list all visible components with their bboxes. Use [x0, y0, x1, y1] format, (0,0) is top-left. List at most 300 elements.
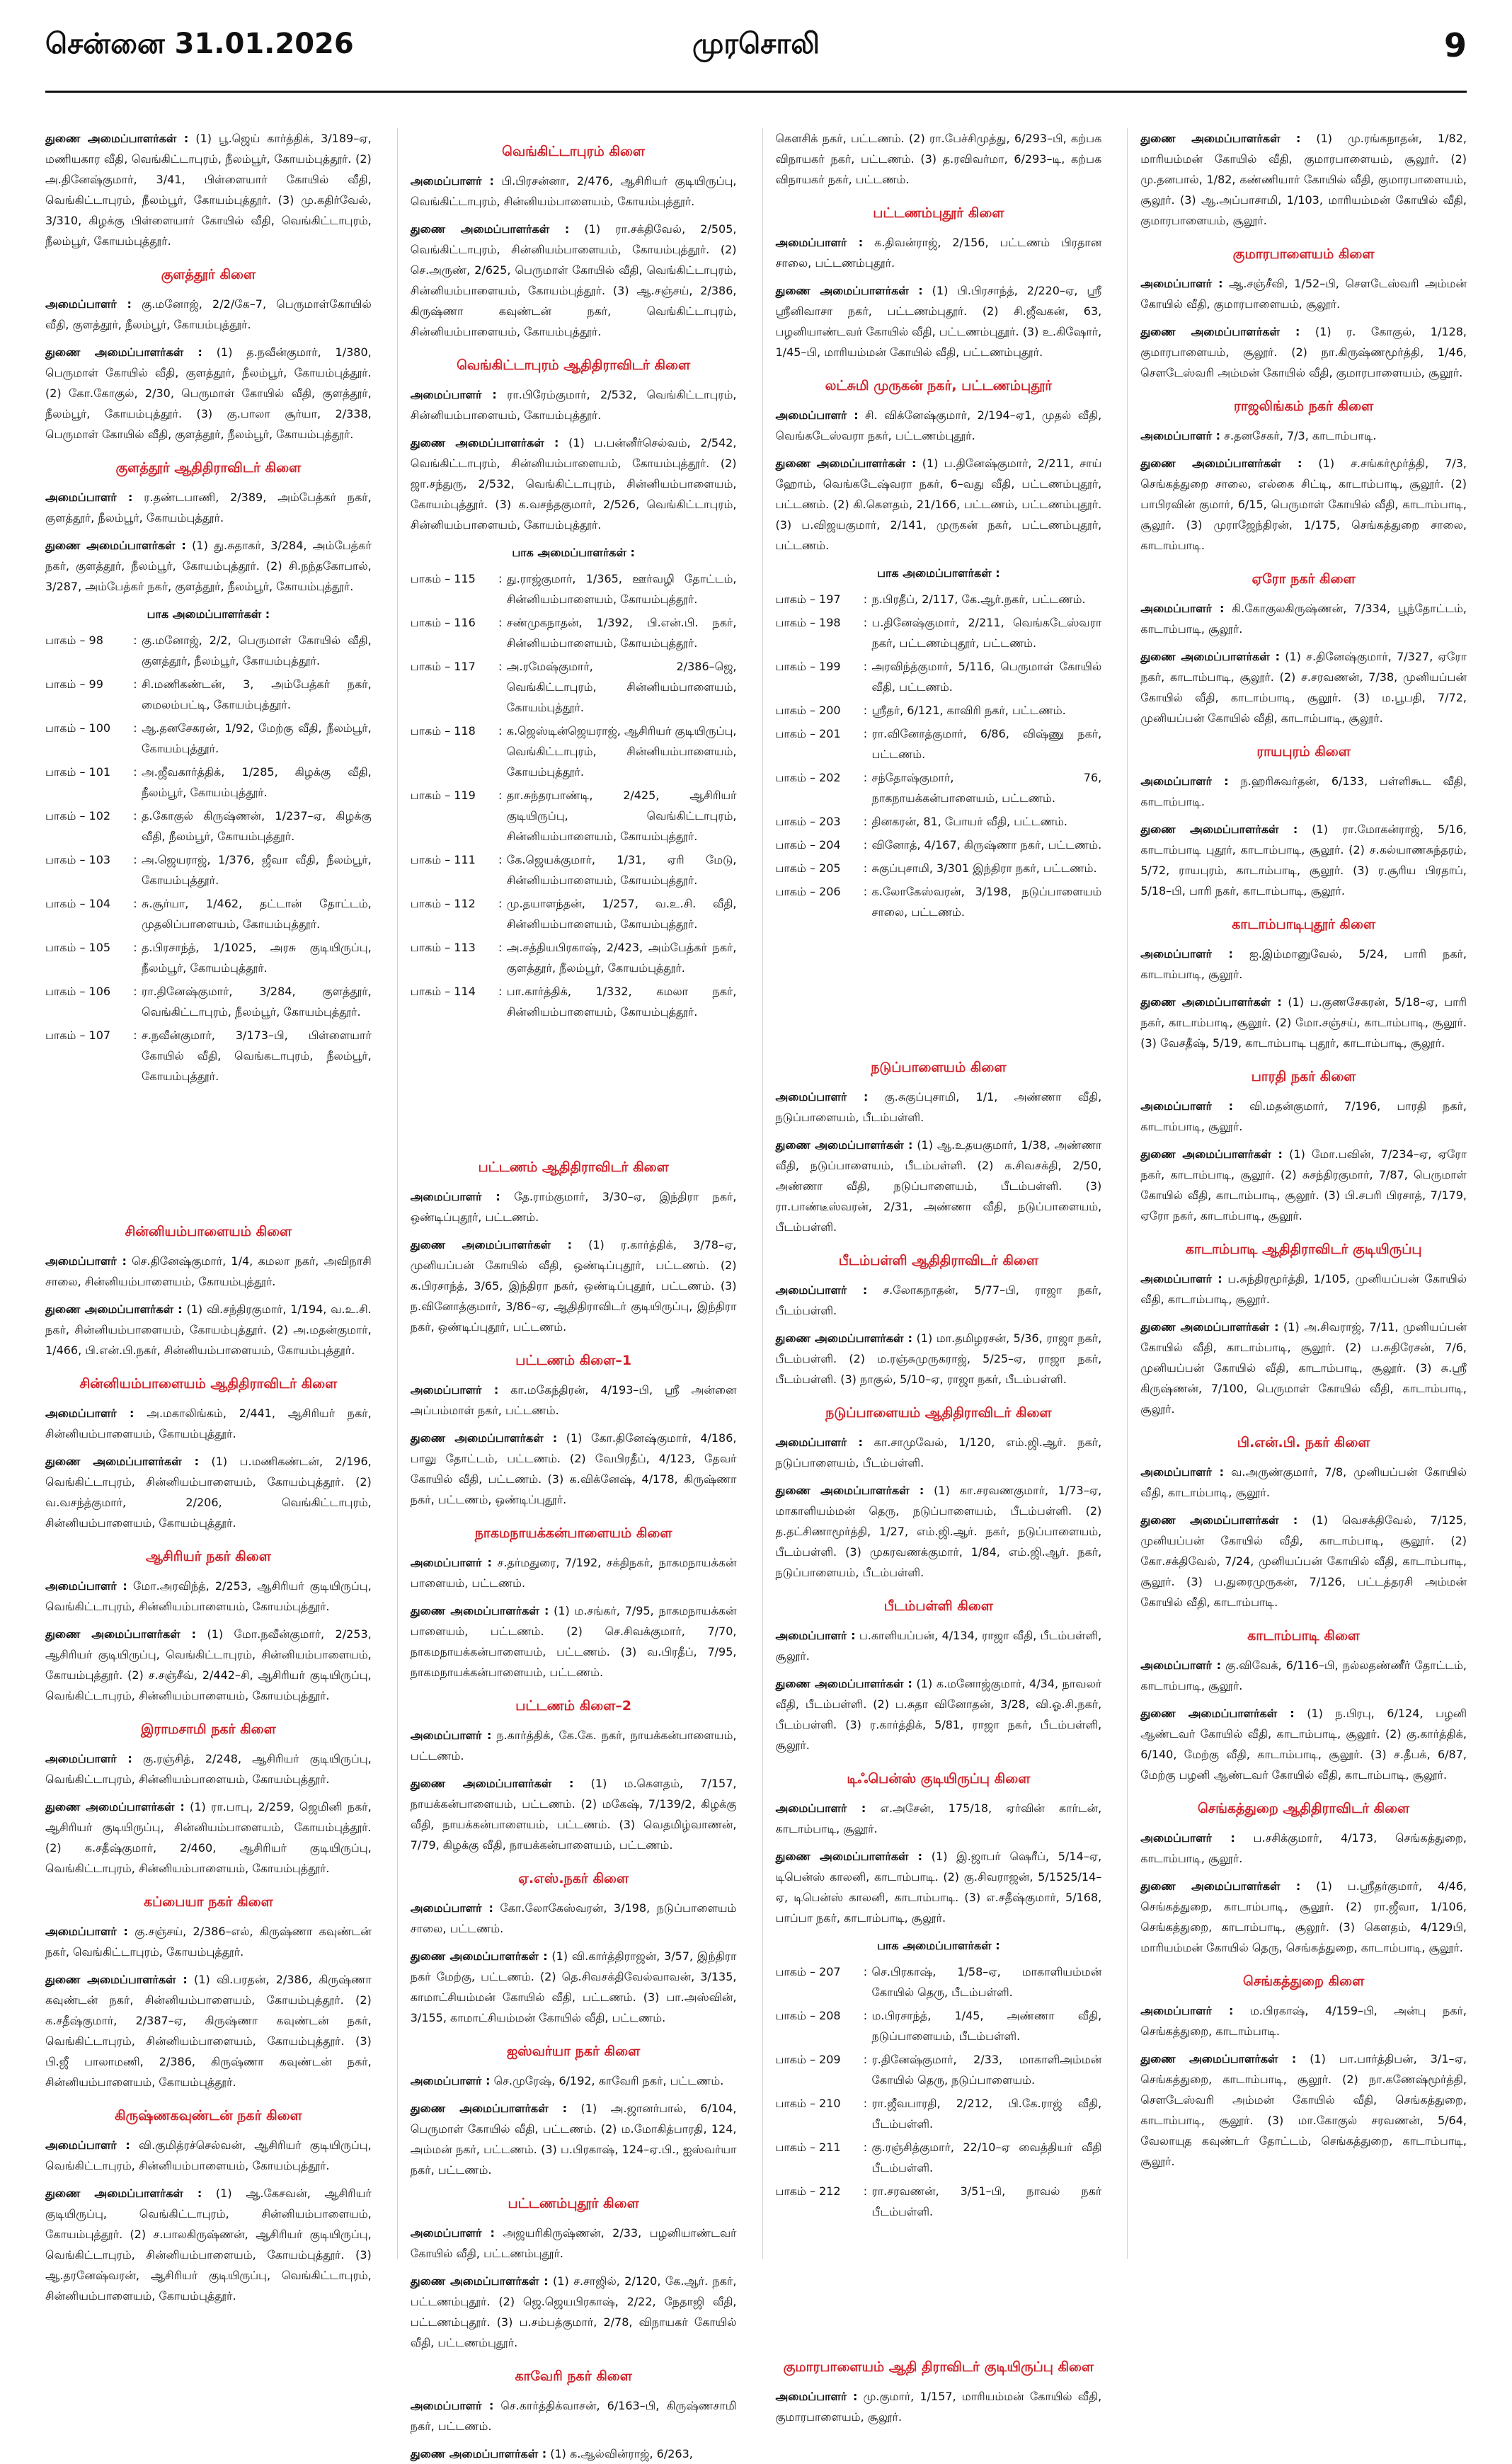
member-text: ப.சசிக்குமார், 4/173, செங்கத்துறை, காடாம்பாடி, சூலூர். [1140, 1831, 1467, 1865]
branch-section [411, 1157, 737, 1337]
role-label: துணை அமைப்பாளர்கள் : [45, 2187, 202, 2200]
member-entry [1140, 1655, 1467, 1696]
member-text: (1) ப.பன்னீர்செல்வம், 2/542, வெங்கிட்டாபுரம், சின்னியம்பாளையம், கோயம்புத்தூர். (2) ஜா.சந்துரு, 2/532, வெங்கிட்டாபுரம், சின்னியம்பாளையம், கோயம்புத்தூர். (3) க.வசந்தகுமார், 2/526, வெங்கிட்டாபுரம், சின்னியம்பாளையம், கோயம்புத்தூர். [410, 436, 737, 532]
booth-row [411, 785, 737, 847]
booth-separator: : [133, 1028, 137, 1042]
booth-member: கு.ரஞ்சித்குமார், 22/10–ஏ வைத்தியர் வீதி பீடம்பள்ளி. [871, 2141, 1102, 2174]
booth-number: பாகம் – 104 [45, 897, 111, 910]
role-label: அமைப்பாளர் : [45, 1406, 134, 1420]
role-label: அமைப்பாளர் : [775, 236, 864, 249]
booth-member: ரா.சரவணன், 3/51–பி, நாவல் நகர் பீடம்பள்ளி. [871, 2184, 1102, 2218]
member-entry [45, 1797, 372, 1879]
booth-separator: : [133, 809, 137, 823]
column-body [411, 141, 737, 2464]
member-entry [45, 1576, 372, 1617]
booth-row [411, 612, 737, 653]
member-text: தே.ராம்குமார், 3/30–ஏ, இந்திரா நகர், ஒண்டிப்புதூர், பட்டணம். [410, 1190, 737, 1224]
branch-heading: பீடம்பள்ளி கிளை [883, 1598, 993, 1614]
booth-member: ரா.ஜீவபாரதி, 2/212, பி.கே.ராஜ் வீதி, பீடம்பள்ளி. [871, 2097, 1102, 2131]
branch-heading: காடாம்பாடி ஆதிதிராவிடர் குடியிருப்பு [1185, 1242, 1422, 1257]
branch-heading: குமாரபாளையம் கிளை [1232, 246, 1375, 262]
booth-separator: : [863, 2053, 868, 2066]
booth-separator: : [133, 985, 137, 998]
member-entry [776, 405, 1102, 446]
booth-member: பா.கார்த்திக், 1/332, கமலா நகர், சின்னியம்பாளையம், கோயம்புத்தூர். [506, 985, 737, 1019]
article-columns [45, 93, 1467, 2460]
branch-heading: இராமசாமி நகர் கிளை [140, 1721, 276, 1737]
member-entry [45, 128, 372, 251]
role-label: அமைப்பாளர் : [1140, 774, 1229, 788]
member-text: (1) மோ.நவீன்குமார், 2/253, ஆசிரியர் குடியிருப்பு, வெங்கிட்டாபுரம், சின்னியம்பாளையம், கோயம்புத்தூர். (2) ச.சஞ்சீவ், 2/442–சி, ஆசிரியர் குடியிருப்பு, வெங்கிட்டாபுரம், சின்னியம்பாளையம், கோயம்புத்தூர். [45, 1627, 372, 1702]
member-text: ரா.பிரேம்குமார், 2/532, வெங்கிட்டாபுரம், சின்னியம்பாளையம், கோயம்புத்தூர். [410, 388, 737, 422]
booth-separator: : [133, 677, 137, 691]
branch-heading: வெங்கிட்டாபுரம் ஆதிதிராவிடர் கிளை [457, 357, 691, 373]
branch-heading: செங்கத்துறை கிளை [1243, 1973, 1365, 1989]
booth-number: பாகம் – 210 [775, 2097, 841, 2110]
member-entry [1140, 1462, 1467, 1503]
branch-section [1140, 1798, 1467, 1958]
role-label: துணை அமைப்பாளர்கள் : [1140, 1147, 1283, 1161]
member-text: கு.சுகுப்புசாமி, 1/1, அண்ணா வீதி, நடுப்பாளையம், பீடம்பள்ளி. [775, 1090, 1102, 1124]
member-entry [411, 2070, 737, 2091]
booth-separator: : [863, 838, 868, 852]
role-label: துணை அமைப்பாளர்கள் : [1140, 995, 1282, 1009]
booth-row [776, 835, 1102, 855]
member-text: (1) மோ.பவின், 7/234–ஏ, ஏரோ நகர், காடாம்பாடி, சூலூர். (2) சுசந்திரகுமார், 7/87, பெருமாள் கோயில் வீதி, காடாம்பாடி, சூலூர். (3) பி.சபரி பிரசாத், 7/179, ஏரோ நகர், காடாம்பாடி, சூலூர். [1140, 1147, 1467, 1222]
branch-section [411, 2193, 737, 2353]
member-entry [411, 1186, 737, 1227]
booth-number: பாகம் – 112 [410, 897, 476, 910]
booth-row [776, 2093, 1102, 2134]
role-label: அமைப்பாளர் : [410, 1729, 492, 1742]
booth-number: பாகம் – 202 [775, 771, 841, 784]
branch-section [411, 1350, 737, 1510]
role-label: துணை அமைப்பாளர்கள் : [1140, 1707, 1295, 1720]
booth-number: பாகம் – 119 [410, 789, 476, 802]
booth-member: அ.ஜீவகார்த்திக், 1/285, கிழக்கு வீதி, நீலம்பூர், கோயம்புத்தூர். [142, 765, 372, 799]
branch-heading: காடாம்பாடி கிளை [1247, 1628, 1361, 1644]
branch-heading: பட்டணம் கிளை–1 [515, 1353, 632, 1368]
booth-member: சண்முகநாதன், 1/392, பி.என்.பி. நகர், சின்னியம்பாளையம், கோயம்புத்தூர். [506, 616, 737, 650]
member-text: ஐ.இம்மானுவேல், 5/24, பாரி நகர், காடாம்பாடி, சூலூர். [1140, 947, 1467, 981]
role-label: அமைப்பாளர் : [45, 1254, 127, 1268]
member-entry [776, 1280, 1102, 1321]
branch-heading: கிருஷ்ணகவுண்டன் நகர் கிளை [114, 2108, 302, 2124]
booth-row [411, 721, 737, 782]
booth-separator: : [863, 1965, 868, 1978]
member-entry [45, 487, 372, 528]
booth-separator: : [863, 861, 868, 875]
booth-row [411, 849, 737, 890]
role-label: அமைப்பாளர் : [1140, 429, 1220, 442]
booth-member: அ.ஜெயராஜ், 1/376, ஜீவா வீதி, நீலம்பூர், கோயம்புத்தூர். [142, 853, 372, 887]
member-text: (1) அ.ஜானர்பால், 6/104, பெருமாள் கோயில் வீதி, பட்டணம். (2) ம.மோகித்பாரதி, 124, அம்மன் நகர், பட்டணம். (3) ப.பிரகாஷ், 124–ஏ.பி., ஐஸ்வர்யா நகர், பட்டணம். [410, 2102, 737, 2177]
member-text: (1) மு.ரங்கநாதன், 1/82, மாரியம்மன் கோயில் வீதி, குமாரபாளையம், சூலூர். (2) மு.தனபால், 1/82, கண்ணியார் கோயில் வீதி, குமாரபாளையம், சூலூர். (3) ஆ.அப்பாசாமி, 1/103, மாரியம்மன் கோயில் வீதி, குமாரபாளையம், சூலூர். [1140, 132, 1467, 227]
booth-separator: : [498, 572, 503, 585]
booth-member: அரவிந்த்குமார், 5/116, பெருமாள் கோயில் வீதி, பட்டணம். [871, 660, 1102, 694]
role-label: துணை அமைப்பாளர்கள் : [775, 1484, 924, 1497]
booth-separator: : [863, 592, 868, 606]
member-text: (1) வி.கார்த்திராஜன், 3/57, இந்திரா நகர் மேற்கு, பட்டணம். (2) தெ.சிவசக்திவேல்வாவன், 3/135, காமாட்சியம்மன் கோயில் வீதி, பட்டணம். (3) பா.அஸ்வின், 3/155, காமாட்சியம்மன் கோயில் வீதி, பட்டணம். [410, 1949, 737, 2024]
booth-member: ஸ்ரீதர், 6/121, காவிரி நகர், பட்டணம். [871, 704, 1066, 717]
booth-member: அ.ரமேஷ்குமார், 2/386–ஜெ, வெங்கிட்டாபுரம், சின்னியம்பாளையம், கோயம்புத்தூர். [506, 660, 737, 714]
branch-section [1140, 128, 1467, 231]
booth-number: பாகம் – 205 [775, 861, 841, 875]
role-label: அமைப்பாளர் : [410, 174, 494, 188]
booth-number: பாகம் – 200 [775, 704, 841, 717]
booth-member: அ.சத்தியபிரகாஷ், 2/423, அம்பேத்கர் நகர், குளத்தூர், நீலம்பூர், கோயம்புத்தூர். [506, 941, 737, 975]
member-text: (1) ரா.சக்திவேல், 2/505, வெங்கிட்டாபுரம், சின்னியம்பாளையம், கோயம்புத்தூர். (2) செ.அருண், 2/625, பெருமாள் கோயில் வீதி, வெங்கிட்டாபுரம், சின்னியம்பாளையம், கோயம்புத்தூர். (3) ஆ.சஞ்சய், 2/386, கிருஷ்ணா கவுண்டன் நகர், வெங்கிட்டாபுரம், சின்னியம்பாளையம், கோயம்புத்தூர். [410, 222, 737, 338]
branch-section [45, 264, 372, 445]
member-text: ப.சுந்திரமூர்த்தி, 1/105, முனியப்பன் கோயில் வீதி, காடாம்பாடி, சூலூர். [1140, 1272, 1467, 1306]
branch-section [776, 1768, 1102, 2222]
role-label: துணை அமைப்பாளர்கள் : [775, 1850, 923, 1863]
member-text: ஆ.சஞ்சீவி, 1/52–பி, சௌடேஸ்வரி அம்மன் கோயில் வீதி, குமாரபாளையம், சூலூர். [1140, 277, 1467, 311]
booth-row [411, 568, 737, 609]
newspaper-name: முரசொலி [692, 27, 820, 60]
role-label: துணை அமைப்பாளர்கள் : [410, 436, 559, 449]
member-entry [1140, 944, 1467, 985]
role-label: துணை அமைப்பாளர்கள் : [45, 1627, 197, 1641]
booth-separator: : [498, 724, 503, 738]
booth-row [45, 893, 372, 934]
member-entry [1140, 1317, 1467, 1419]
column-1 [45, 128, 372, 2303]
member-entry [1140, 819, 1467, 901]
member-text: ர.தண்டபாணி, 2/389, அம்பேத்கர் நகர், குளத்தூர், நீலம்பூர், கோயம்புத்தூர். [45, 491, 372, 525]
member-text: சி. விக்னேஷ்குமார், 2/194–ஏ1, முதல் வீதி, வெங்கடேஸ்வரா நகர், பட்டணம்புதூர். [775, 408, 1102, 442]
member-text: (1) க.மனோஜ்குமார், 4/34, நாவலர் வீதி, பீடம்பள்ளி. (2) ப.சுதா வினோதன், 3/28, வி.ஓ.சி.நகர், பீடம்பள்ளி. (3) ர.கார்த்திக், 5/81, ராஜா நகர், பீடம்பள்ளி, சூலூர். [775, 1677, 1102, 1752]
booth-row [776, 723, 1102, 764]
booth-separator: : [133, 897, 137, 910]
member-entry [1140, 1703, 1467, 1785]
role-label: அமைப்பாளர் : [45, 1752, 132, 1765]
booth-row [45, 762, 372, 803]
member-text: (1) து.சுதாகர், 3/284, அம்பேத்கர் நகர், குளத்தூர், நீலம்பூர், கோயம்புத்தூர். (2) சி.நந்தகோபால், 3/287, அம்பேத்கர் நகர், குளத்தூர், நீலம்பூர், கோயம்புத்தூர். [45, 539, 372, 593]
branch-section [1140, 1971, 1467, 2172]
role-label: துணை அமைப்பாளர்கள் : [410, 222, 570, 236]
member-text: ம.பிரகாஷ், 4/159–பி, அன்பு நகர், செங்கத்துறை, காடாம்பாடி. [1140, 2004, 1467, 2038]
booth-member: ப.தினேஷ்குமார், 2/211, வெங்கடேஸ்வரா நகர், பட்டணம்புதூர், பட்டணம். [871, 616, 1102, 650]
booth-separator: : [863, 2009, 868, 2022]
branch-heading: ராயபுரம் கிளை [1256, 744, 1351, 760]
booth-organisers-title: பாக அமைப்பாளர்கள் : [877, 566, 1000, 580]
member-entry [45, 1403, 372, 1444]
booth-number: பாகம் – 209 [775, 2053, 841, 2066]
branch-heading: ஆசிரியர் நகர் கிளை [145, 1549, 271, 1564]
booth-separator: : [133, 721, 137, 735]
member-text: எ.அசேன், 175/18, ஏர்வின் கார்டன், காடாம்பாடி, சூலூர். [775, 1801, 1102, 1835]
branch-heading: குளத்தூர் ஆதிதிராவிடர் கிளை [115, 460, 302, 476]
branch-heading: பட்டணம்புதூர் கிளை [508, 2196, 639, 2211]
branch-heading: சின்னியம்பாளையம் கிளை [125, 1224, 292, 1239]
role-label: துணை அமைப்பாளர்கள் : [410, 1949, 548, 1963]
role-label: துணை அமைப்பாளர்கள் : [775, 1138, 913, 1152]
member-entry [411, 432, 737, 535]
booth-row [45, 1025, 372, 1087]
member-text: (1) பி.பிரசாந்த், 2/220–ஏ, ஸ்ரீ ஸ்ரீனிவாசா நகர், பட்டணம்புதூர். (2) சி.ஜீவகன், 63, பழனியாண்டவர் கோயில் வீதி, பட்டணம்புதூர். (3) உ.கிஷோர், 1/45–பி, மாரியம்மன் கோயில் வீதி, பட்டணம்புதூர். [775, 284, 1102, 359]
branch-heading: ஏ.எஸ்.நகர் கிளை [518, 1871, 629, 1886]
booth-row [45, 981, 372, 1022]
role-label: துணை அமைப்பாளர்கள் : [1140, 650, 1280, 663]
member-text: செ.தினேஷ்குமார், 1/4, கமலா நகர், அவிநாசி சாலை, சின்னியம்பாளையம், கோயம்புத்தூர். [45, 1254, 372, 1288]
booth-separator: : [133, 941, 137, 954]
booth-member: சந்தோஷ்குமார், 76, நாகநாயக்கன்பாளையம், பட்டணம். [871, 771, 1102, 805]
member-text: வி.மதன்குமார், 7/196, பாரதி நகர், காடாம்பாடி, சூலூர். [1140, 1099, 1467, 1133]
branch-section [776, 128, 1102, 190]
booth-row [776, 700, 1102, 721]
branch-section [45, 1719, 372, 1879]
role-label: அமைப்பாளர் : [775, 408, 859, 422]
booth-row [776, 881, 1102, 922]
member-entry [1140, 128, 1467, 231]
branch-heading: கப்பையா நகர் கிளை [143, 1894, 273, 1910]
booth-row [776, 612, 1102, 653]
role-label: அமைப்பாளர் : [410, 1383, 499, 1397]
member-entry [1140, 2048, 1467, 2172]
member-entry [776, 232, 1102, 273]
role-label: துணை அமைப்பாளர்கள் : [1140, 823, 1298, 836]
member-entry [411, 2271, 737, 2353]
member-entry [45, 535, 372, 597]
member-text: கி.கோகுலகிருஷ்ணன், 7/334, பூந்தோட்டம், காடாம்பாடி, சூலூர். [1140, 602, 1467, 636]
booth-member: கு.மனோஜ், 2/2, பெருமாள் கோயில் வீதி, குளத்தூர், நீலம்பூர், கோயம்புத்தூர். [142, 634, 372, 667]
member-entry [1140, 273, 1467, 314]
booth-row [776, 589, 1102, 609]
role-label: அமைப்பாளர் : [45, 1925, 128, 1938]
role-label: அமைப்பாளர் : [410, 2399, 494, 2412]
booth-member: ர.தினேஷ்குமார், 2/33, மாகாளிஅம்மன் கோயில் தெரு, நடுப்பாளையம். [871, 2053, 1102, 2087]
booth-organisers-title: பாக அமைப்பாளர்கள் : [147, 607, 270, 621]
role-label: அமைப்பாளர் : [1140, 1272, 1222, 1285]
member-entry [776, 1673, 1102, 1755]
branch-section [45, 1373, 372, 1533]
member-text: (1) ம.சங்கர், 7/95, நாகமநாயக்கன் பாளையம், பட்டணம். (2) செ.சிவக்குமார், 7/70, நாகமநாயக்கன்பாளையம், பட்டணம். (3) வ.பிரதீப், 7/95, நாகமநாயக்கன்பாளையம், பட்டணம். [410, 1604, 737, 1679]
member-entry [776, 1087, 1102, 1128]
place-date: சென்னை 31.01.2026 [45, 27, 354, 60]
branch-section [45, 457, 372, 1087]
member-text: செ.கார்த்திக்வாசன், 6/163–பி, கிருஷ்ணசாமி நகர், பட்டணம். [410, 2399, 737, 2433]
member-entry [1140, 453, 1467, 556]
booth-row [776, 1961, 1102, 2002]
role-label: அமைப்பாளர் : [410, 2074, 491, 2087]
booth-organisers-title: பாக அமைப்பாளர்கள் : [877, 1939, 1000, 1952]
column-4 [1127, 128, 1467, 2259]
booth-number: பாகம் – 101 [45, 765, 111, 779]
booth-number: பாகம் – 111 [410, 853, 476, 866]
member-text: (1) வெசக்திவேல், 7/125, முனியப்பன் கோயில் வீதி, காடாம்பாடி, சூலூர். (2) கோ.சக்திவேல், 7/24, முனியப்பன் கோயில் வீதி, காடாம்பாடி, சூலூர். (3) ப.துரைமுருகன், 7/126, பட்டத்தரசி அம்மன் கோயில் வீதி, காடாம்பாடி. [1140, 1513, 1467, 1609]
member-entry [411, 1428, 737, 1510]
column-2 [397, 128, 737, 2460]
booth-organisers-title: பாக அமைப்பாளர்கள் : [512, 546, 635, 559]
booth-row [411, 937, 737, 978]
member-text: (1) ப.குணசேகரன், 5/18–ஏ, பாரி நகர், காடாம்பாடி, சூலூர். (2) மோ.சஞ்சய், காடாம்பாடி, சூலூர். (3) வேசதீஷ், 5/19, காடாம்பாடி புதூர், காடாம்பாடி, சூலூர். [1140, 995, 1467, 1050]
member-text: க.திவன்ராஜ், 2/156, பட்டணம் பிரதான சாலை, பட்டணம்புதூர். [775, 236, 1102, 270]
role-label: துணை அமைப்பாளர்கள் : [45, 132, 189, 145]
booth-separator: : [863, 2184, 868, 2198]
booth-member: சு.சூர்யா, 1/462, தட்டான் தோட்டம், முதலிப்பாளையம், கோயம்புத்தூர். [142, 897, 372, 931]
member-text: ச.தர்மதுரை, 7/192, சக்திநகர், நாகமநாயக்கன் பாளையம், பட்டணம். [410, 1556, 737, 1590]
booth-separator: : [863, 771, 868, 784]
booth-member: ரா.தினேஷ்குமார், 3/284, குளத்தூர், வெங்கிட்டாபுரம், நீலம்பூர், கோயம்புத்தூர். [142, 985, 372, 1019]
role-label: அமைப்பாளர் : [1140, 1831, 1235, 1845]
column-body [776, 128, 1102, 2427]
booth-row [776, 2049, 1102, 2090]
branch-heading: டிஃபென்ஸ் குடியிருப்பு கிளை [847, 1771, 1031, 1787]
booth-member: சி.மணிகண்டன், 3, அம்பேத்கர் நகர், மைலம்பட்டி, கோயம்புத்தூர். [142, 677, 372, 711]
member-text: (1) வி.சந்திரகுமார், 1/194, வ.உ.சி. நகர், சின்னியம்பாளையம், கோயம்புத்தூர். (2) அ.மதன்குமார், 1/466, பி.என்.பி.நகர், சின்னியம்பாளையம், கோயம்புத்தூர். [45, 1302, 372, 1357]
member-text: (1) ஆ.கேசவன், ஆசிரியர் குடியிருப்பு, வெங்கிட்டாபுரம், சின்னியம்பாளையம், கோயம்புத்தூர். (2) ச.பாலகிருஷ்ணன், ஆசிரியர் குடியிருப்பு, வெங்கிட்டாபுரம், சின்னியம்பாளையம், கோயம்புத்தூர். (3) ஆ.தரனேஷ்வரன், ஆசிரியர் குடியிருப்பு, வெங்கிட்டாபுரம், சின்னியம்பாளையம், கோயம்புத்தூர். [45, 2187, 372, 2303]
role-label: துணை அமைப்பாளர்கள் : [1140, 325, 1300, 338]
branch-heading: பட்டணம்புதூர் கிளை [873, 205, 1004, 221]
member-text: கு.விவேக், 6/116–பி, நல்லதண்ணீர் தோட்டம், காடாம்பாடி, சூலூர். [1140, 1658, 1467, 1692]
member-text: (1) வி.பரதன், 2/386, கிருஷ்ணா கவுண்டன் நகர், சின்னியம்பாளையம், கோயம்புத்தூர். (2) க.சதீஷ்குமார், 2/387–ஏ, கிருஷ்ணா கவுண்டன் நகர், வெங்கிட்டாபுரம், சின்னியம்பாளையம், கோயம்புத்தூர். (3) பி.ஜீ பாலாமணி, 2/386, கிருஷ்ணா கவுண்டன் நகர், சின்னியம்பாளையம், கோயம்புத்தூர். [45, 1973, 372, 2089]
booth-number: பாகம் – 199 [775, 660, 841, 673]
branch-section [411, 2041, 737, 2180]
member-entry [776, 1328, 1102, 1389]
member-entry [45, 1921, 372, 1962]
booth-row [411, 893, 737, 934]
role-label: துணை அமைப்பாளர்கள் : [410, 2102, 567, 2115]
booth-separator: : [498, 985, 503, 998]
booth-member: து.ராஜ்குமார், 1/365, ஊர்வழி தோட்டம், சின்னியம்பாளையம், கோயம்புத்தூர். [506, 572, 737, 606]
role-label: துணை அமைப்பாளர்கள் : [45, 1455, 200, 1468]
member-text: செ.முரேஷ், 6/192, காவேரி நகர், பட்டணம். [493, 2074, 724, 2087]
booth-separator: : [863, 885, 868, 898]
member-entry [1140, 1510, 1467, 1612]
branch-section [45, 1546, 372, 1706]
branch-section [45, 1221, 372, 1360]
branch-section [1140, 568, 1467, 728]
member-entry [45, 1969, 372, 2092]
booth-member: ச.நவீன்குமார், 3/173–பி, பிள்ளையார் கோயில் வீதி, வெங்கடாபுரம், நீலம்பூர், கோயம்புத்தூர். [142, 1028, 372, 1083]
booth-member: க.ஜெஸ்டின்ஜெயராஜ், ஆசிரியர் குடியிருப்பு, வெங்கிட்டாபுரம், சின்னியம்பாளையம், கோயம்புத்தூர். [506, 724, 737, 779]
member-entry [411, 2395, 737, 2436]
member-text: (1) ரா.பாபு, 2/259, ஜெமினி நகர், ஆசிரியர் குடியிருப்பு, சின்னியம்பாளையம், கோயம்புத்தூர். (2) க.சதீஷ்குமார், 2/460, ஆசிரியர் குடியிருப்பு, வெங்கிட்டாபுரம், சின்னியம்பாளையம், கோயம்புத்தூர். [45, 1800, 372, 1875]
booth-member: ந.பிரதீப், 2/117, கே.ஆர்.நகர், பட்டணம். [871, 592, 1086, 606]
member-entry [411, 1552, 737, 1593]
member-entry [776, 128, 1102, 190]
branch-heading: குளத்தூர் கிளை [161, 267, 256, 282]
role-label: அமைப்பாளர் : [45, 2138, 130, 2152]
role-label: துணை அமைப்பாளர்கள் : [775, 1677, 912, 1690]
member-entry [45, 2135, 372, 2176]
branch-section [776, 1595, 1102, 1755]
role-label: அமைப்பாளர் : [775, 1801, 866, 1815]
role-label: துணை அமைப்பாளர்கள் : [410, 1777, 574, 1790]
role-label: துணை அமைப்பாளர்கள் : [410, 2447, 547, 2460]
role-label: அமைப்பாளர் : [1140, 1099, 1233, 1113]
booth-number: பாகம் – 113 [410, 941, 476, 954]
booth-row [45, 806, 372, 847]
branch-section [776, 202, 1102, 362]
member-entry [1140, 1876, 1467, 1958]
booth-separator: : [133, 634, 137, 647]
booth-separator: : [133, 765, 137, 779]
booth-member: தா.சுந்தரபாண்டி, 2/425, ஆசிரியர் குடியிருப்பு, வெங்கிட்டாபுரம், சின்னியம்பாளையம், கோயம்புத்தூர். [506, 789, 737, 843]
member-text: (1) க.ஆல்வின்ராஜ், 6/263, [550, 2447, 693, 2460]
branch-section [1140, 1432, 1467, 1612]
branch-section [776, 1057, 1102, 1237]
member-entry [1140, 425, 1467, 446]
branch-section [1140, 741, 1467, 901]
booth-member: ரா.வினோத்குமார், 6/86, விஷ்ணு நகர், பட்டணம். [871, 727, 1102, 761]
member-text: (1) அ.சிவராஜ், 7/11, முனியப்பன் கோயில் வீதி, காடாம்பாடி, சூலூர். (2) ப.சுதிரேசன், 7/6, முனியப்பன் கோயில் வீதி, காடாம்பாடி, சூலூர். (3) சு.ஸ்ரீ கிருஷ்ணன், 7/100, பெருமாள் கோயில் வீதி, காடாம்பாடி, சூலூர். [1140, 1320, 1467, 1416]
column-body [1140, 128, 1467, 2172]
booth-number: பாகம் – 102 [45, 809, 111, 823]
member-text: (1) ச.சங்கர்மூர்த்தி, 7/3, செங்கத்துறை சாலை, எல்கை சிட்டி, காடாம்பாடி, சூலூர். (2) பாபிரவின் குமார், 6/15, பெருமாள் கோயில் வீதி, காடாம்பாடி, சூலூர். (3) முராஜேந்திரன், 1/175, செங்கத்துறை சாலை, காடாம்பாடி. [1140, 457, 1467, 552]
member-text: ப.காளியப்பன், 4/134, ராஜா வீதி, பீடம்பள்ளி, சூலூர். [775, 1629, 1102, 1663]
branch-section [411, 1868, 737, 2028]
branch-heading: பட்டணம் கிளை–2 [515, 1698, 632, 1714]
branch-section [776, 1402, 1102, 1583]
member-text: ச.லோகநாதன், 5/77–பி, ராஜா நகர், பீடம்பள்ளி. [775, 1283, 1102, 1317]
role-label: துணை அமைப்பாளர்கள் : [1140, 1513, 1298, 1527]
member-text: வி.குமித்ரச்செல்வன், ஆசிரியர் குடியிருப்பு, வெங்கிட்டாபுரம், சின்னியம்பாளையம், கோயம்புத்தூர். [45, 2138, 372, 2172]
branch-section [776, 2356, 1102, 2427]
member-text: (1) ர. கோகுல், 1/128, குமாரபாளையம், சூலூர். (2) நா.கிருஷ்ணமூர்த்தி, 1/46, சௌடேஸ்வரி அம்மன் கோயில் வீதி, குமாரபாளையம், சூலூர். [1140, 325, 1467, 379]
member-entry [1140, 598, 1467, 639]
member-entry [411, 171, 737, 212]
member-entry [411, 1725, 737, 1766]
booth-row [776, 811, 1102, 832]
booth-number: பாகம் – 106 [45, 985, 111, 998]
role-label: துணை அமைப்பாளர்கள் : [1140, 2052, 1297, 2065]
booth-separator: : [863, 616, 868, 629]
member-text: கு.மனோஜ், 2/2/கே–7, பெருமாள்கோயில் வீதி, குளத்தூர், நீலம்பூர், கோயம்புத்தூர். [45, 297, 372, 331]
booth-member: க.லோகேஸ்வரன், 3/198, நடுப்பாளையம் சாலை, பட்டணம். [871, 885, 1102, 919]
booth-row [776, 2137, 1102, 2178]
booth-number: பாகம் – 103 [45, 853, 111, 866]
member-text: கா.மகேந்திரன், 4/193–பி, ஸ்ரீ அன்னை அப்பம்மாள் நகர், பட்டணம். [410, 1383, 737, 1417]
booth-row [776, 767, 1102, 808]
member-entry [45, 1624, 372, 1706]
member-text: (1) மா.தமிழரசன், 5/36, ராஜா நகர், பீடம்பள்ளி. (2) ம.ரஞ்சுமுருகராஜ், 5/25–ஏ, ராஜா நகர், பீடம்பள்ளி. (3) நாகுல், 5/10–ஏ, ராஜா நகர், பீடம்பள்ளி. [775, 1331, 1102, 1386]
member-entry [411, 219, 737, 342]
branch-heading: வெங்கிட்டாபுரம் கிளை [502, 144, 646, 159]
role-label: துணை அமைப்பாளர்கள் : [1140, 457, 1302, 470]
member-entry [1140, 1144, 1467, 1226]
branch-heading: பீடம்பள்ளி ஆதிதிராவிடர் கிளை [838, 1253, 1039, 1268]
branch-section [1140, 1239, 1467, 1419]
booth-number: பாகம் – 99 [45, 677, 103, 691]
booth-number: பாகம் – 114 [410, 985, 476, 998]
booth-number: பாகம் – 107 [45, 1028, 111, 1042]
member-text: அ.மகாலிங்கம், 2/441, ஆசிரியர் நகர், சின்னியம்பாளையம், கோயம்புத்தூர். [45, 1406, 372, 1440]
member-entry [45, 342, 372, 445]
branch-section [1140, 1625, 1467, 1785]
booth-number: பாகம் – 204 [775, 838, 841, 852]
role-label: அமைப்பாளர் : [1140, 1465, 1224, 1479]
member-entry [411, 1600, 737, 1683]
member-entry [776, 1480, 1102, 1583]
member-entry [776, 1432, 1102, 1473]
member-text: கோ.லோகேஸ்வரன், 3/198, நடுப்பாளையம் சாலை, பட்டணம். [410, 1901, 737, 1935]
booth-row [776, 656, 1102, 697]
member-text: (1) ப.மணிகண்டன், 2/196, வெங்கிட்டாபுரம், சின்னியம்பாளையம், கோயம்புத்தூர். (2) வ.வசந்த்குமார், 2/206, வெங்கிட்டாபுரம், சின்னியம்பாளையம், கோயம்புத்தூர். [45, 1455, 372, 1530]
booth-row [45, 630, 372, 671]
member-text: (1) ம.கௌதம், 7/157, நாயக்கன்பாளையம், பட்டணம். (2) மகேஷ், 7/139/2, கிழக்கு வீதி, நாயக்கன்பாளையம், பட்டணம். (3) வெதமிழ்வாணன், 7/79, கிழக்கு வீதி, நாயக்கன்பாளையம், பட்டணம். [410, 1777, 737, 1852]
member-text: (1) பா.பார்த்திபன், 3/1–ஏ, செங்கத்துறை, காடாம்பாடி, சூலூர். (2) நா.கணேஷ்மூர்த்தி, சௌடேஸ்வரி அம்மன் கோயில் வீதி, செங்கத்துறை, காடாம்பாடி, சூலூர். (3) மா.கோகுல் சரவணன், 5/64, வேலாயுத கவுண்டர் தோட்டம், செங்கத்துறை, காடாம்பாடி, சூலூர். [1140, 2052, 1467, 2168]
role-label: துணை அமைப்பாளர்கள் : [1140, 1879, 1301, 1893]
booth-separator: : [863, 660, 868, 673]
member-entry [1140, 992, 1467, 1053]
booth-separator: : [863, 2097, 868, 2110]
branch-section [411, 1695, 737, 1855]
member-entry [776, 2386, 1102, 2427]
booth-number: பாகம் – 211 [775, 2141, 841, 2154]
booth-separator: : [863, 2141, 868, 2154]
